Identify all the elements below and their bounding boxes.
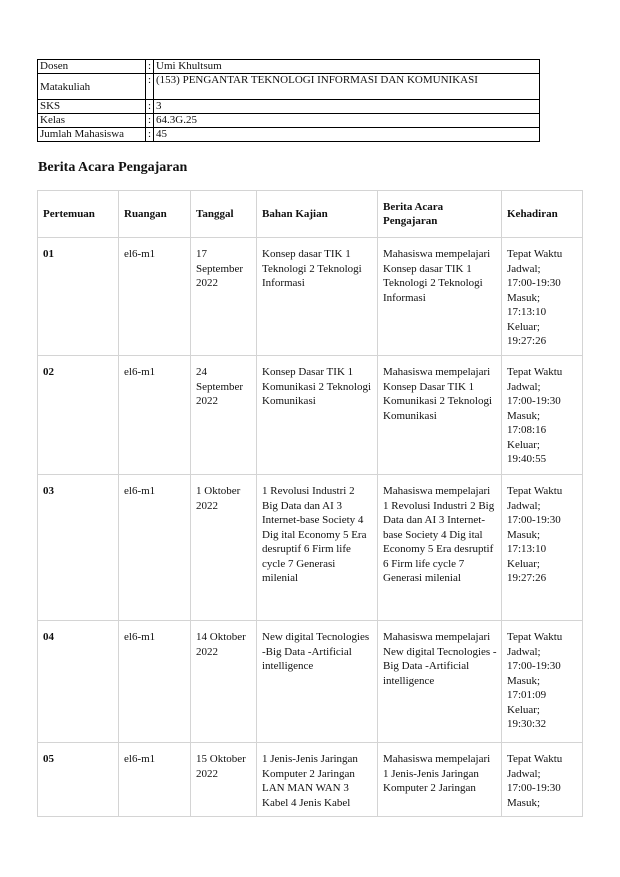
cell-bahan-kajian: 1 Revolusi Industri 2 Big Data dan AI 3 Internet-base Society 4 Dig ital Economy 5 Era desruptif 6 Firm life cycle 7 Generasi milenial (257, 475, 378, 621)
kehadiran-line: Keluar; (507, 438, 540, 451)
info-row-jumlah (38, 128, 540, 142)
kehadiran-line: 17:13:10 (507, 543, 547, 555)
kehadiran-line: 19:40:55 (507, 453, 547, 465)
cell-pertemuan: 01 (38, 238, 119, 356)
info-separator: : (146, 100, 154, 114)
info-separator: : (146, 114, 154, 128)
header-pertemuan: Pertemuan (38, 191, 119, 238)
kehadiran-line: 19:27:26 (507, 335, 547, 347)
table-row (38, 356, 583, 475)
cell-kehadiran (502, 238, 583, 356)
info-label: Kelas (38, 114, 146, 128)
table-row (38, 621, 583, 743)
kehadiran-line: Keluar; (507, 557, 540, 570)
cell-bahan-kajian: 1 Jenis-Jenis Jaringan Komputer 2 Jaringan LAN MAN WAN 3 Kabel 4 Jenis Kabel (257, 743, 378, 817)
kehadiran-line: 17:13:10 (507, 306, 547, 318)
cell-berita-acara: Mahasiswa mempelajari New digital Tecnologies -Big Data -Artificial intelligence (378, 621, 502, 743)
cell-kehadiran (502, 475, 583, 621)
info-value: 3 (154, 100, 540, 114)
kehadiran-line: Masuk; (507, 291, 540, 304)
cell-bahan-kajian: Konsep dasar TIK 1 Teknologi 2 Teknologi Informasi (257, 238, 378, 356)
kehadiran-line: Jadwal; (507, 380, 541, 393)
cell-ruangan: el6-m1 (119, 475, 191, 621)
cell-berita-acara: Mahasiswa mempelajari Konsep Dasar TIK 1 Komunikasi 2 Teknologi Komunikasi (378, 356, 502, 475)
kehadiran-line: 17:08:16 (507, 424, 547, 436)
cell-bahan-kajian: New digital Tecnologies -Big Data -Artificial intelligence (257, 621, 378, 743)
kehadiran-line: Jadwal; (507, 645, 541, 658)
cell-bahan-kajian: Konsep Dasar TIK 1 Komunikasi 2 Teknologi Komunikasi (257, 356, 378, 475)
teaching-record-table (37, 190, 583, 817)
header-berita-acara: Berita Acara Pengajaran (378, 191, 502, 238)
cell-ruangan: el6-m1 (119, 621, 191, 743)
kehadiran-line: 17:00-19:30 (507, 782, 561, 794)
kehadiran-line: 19:30:32 (507, 718, 547, 730)
kehadiran-line: Masuk; (507, 796, 540, 809)
table-row (38, 238, 583, 356)
kehadiran-line: Jadwal; (507, 262, 541, 275)
info-row-matakuliah (38, 74, 540, 100)
header-ruangan: Ruangan (119, 191, 191, 238)
kehadiran-line: Masuk; (507, 674, 540, 687)
kehadiran-line: Tepat Waktu (507, 485, 563, 497)
cell-pertemuan: 02 (38, 356, 119, 475)
cell-tanggal: 14 Oktober 2022 (191, 621, 257, 743)
header-bahan-kajian: Bahan Kajian (257, 191, 378, 238)
info-value: (153) PENGANTAR TEKNOLOGI INFORMASI DAN KOMUNIKASI (154, 74, 540, 100)
kehadiran-line: Masuk; (507, 409, 540, 422)
info-row-kelas (38, 114, 540, 128)
cell-kehadiran (502, 356, 583, 475)
section-heading: Berita Acara Pengajaran (38, 160, 188, 175)
cell-tanggal: 24 September 2022 (191, 356, 257, 475)
cell-berita-acara: Mahasiswa mempelajari Konsep dasar TIK 1 Teknologi 2 Teknologi Informasi (378, 238, 502, 356)
kehadiran-line: Keluar; (507, 320, 540, 333)
table-row (38, 475, 583, 621)
info-value: Umi Khultsum (154, 60, 540, 74)
cell-pertemuan: 03 (38, 475, 119, 621)
info-row-sks (38, 100, 540, 114)
cell-kehadiran (502, 743, 583, 817)
kehadiran-line: Tepat Waktu (507, 631, 563, 643)
cell-berita-acara: Mahasiswa mempelajari 1 Jenis-Jenis Jaringan Komputer 2 Jaringan (378, 743, 502, 817)
cell-pertemuan: 04 (38, 621, 119, 743)
cell-kehadiran (502, 621, 583, 743)
info-separator: : (146, 74, 154, 100)
cell-tanggal: 15 Oktober 2022 (191, 743, 257, 817)
kehadiran-line: Jadwal; (507, 499, 541, 512)
table-header-row (38, 191, 583, 238)
info-value: 64.3G.25 (154, 114, 540, 128)
info-label: SKS (38, 100, 146, 114)
header-tanggal: Tanggal (191, 191, 257, 238)
kehadiran-line: 17:01:09 (507, 689, 547, 701)
kehadiran-line: Jadwal; (507, 767, 541, 780)
kehadiran-line: Tepat Waktu (507, 248, 563, 260)
cell-ruangan: el6-m1 (119, 238, 191, 356)
kehadiran-line: Keluar; (507, 703, 540, 716)
kehadiran-line: 19:27:26 (507, 572, 547, 584)
table-row (38, 743, 583, 817)
cell-tanggal: 1 Oktober 2022 (191, 475, 257, 621)
kehadiran-line: 17:00-19:30 (507, 277, 561, 289)
info-label: Matakuliah (38, 74, 146, 100)
cell-tanggal: 17 September 2022 (191, 238, 257, 356)
cell-pertemuan: 05 (38, 743, 119, 817)
kehadiran-line: Tepat Waktu (507, 753, 563, 765)
info-separator: : (146, 60, 154, 74)
info-value: 45 (154, 128, 540, 142)
info-row-dosen (38, 60, 540, 74)
kehadiran-line: Masuk; (507, 528, 540, 541)
header-kehadiran: Kehadiran (502, 191, 583, 238)
info-label: Jumlah Mahasiswa (38, 128, 146, 142)
kehadiran-line: 17:00-19:30 (507, 395, 561, 407)
course-info-table (37, 59, 540, 142)
kehadiran-line: 17:00-19:30 (507, 514, 561, 526)
info-label: Dosen (38, 60, 146, 74)
cell-ruangan: el6-m1 (119, 743, 191, 817)
kehadiran-line: Tepat Waktu (507, 366, 563, 378)
info-separator: : (146, 128, 154, 142)
kehadiran-line: 17:00-19:30 (507, 660, 561, 672)
cell-berita-acara: Mahasiswa mempelajari 1 Revolusi Industri 2 Big Data dan AI 3 Internet-base Society 4 Dig ital Economy 5 Era desruptif 6 Firm life cycle 7 Generasi milenial (378, 475, 502, 621)
cell-ruangan: el6-m1 (119, 356, 191, 475)
